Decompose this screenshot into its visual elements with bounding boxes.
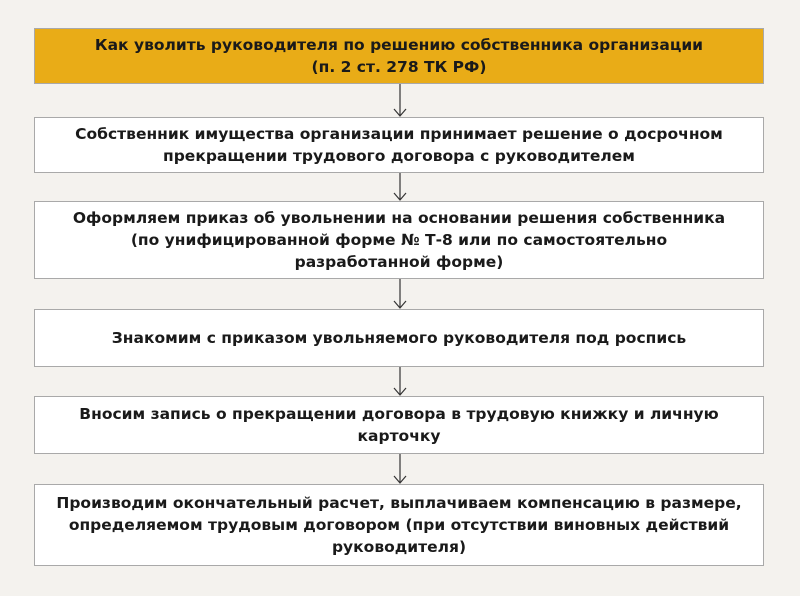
down-arrow-icon: [390, 454, 410, 484]
step-5-line-3: руководителя): [331, 538, 467, 556]
step-3-line-1: Знакомим с приказом увольняемого руководителя под роспись: [111, 329, 687, 347]
step-2-line-2: (по унифицированной форме № Т-8 или по самостоятельно: [130, 231, 668, 249]
down-arrow-icon: [390, 173, 410, 201]
step-2-line-3: разработанной форме): [294, 253, 504, 271]
step-4-line-1: Вносим запись о прекращении договора в трудовую книжку и личную: [79, 405, 719, 423]
step-4-text: [79, 403, 718, 447]
step-3-text: [112, 327, 686, 349]
flowchart-step-4: [34, 396, 764, 454]
down-arrow-icon: [390, 279, 410, 309]
step-1-text: [75, 123, 723, 167]
step-5-line-1: Производим окончательный расчет, выплачиваем компенсацию в размере,: [56, 494, 742, 512]
header-line-1: Как уволить руководителя по решению собственника организации: [94, 36, 704, 54]
step-2-text: [73, 207, 725, 273]
step-5-text: [56, 492, 741, 558]
step-5-line-2: определяемом трудовым договором (при отсутствии виновных действий: [68, 516, 730, 534]
down-arrow-icon: [390, 84, 410, 117]
header-text: [95, 34, 703, 78]
flowchart-step-1: [34, 117, 764, 173]
flowchart-step-5: [34, 484, 764, 566]
down-arrow-icon: [390, 367, 410, 396]
step-1-line-2: прекращении трудового договора с руководителем: [163, 147, 635, 165]
step-4-line-2: карточку: [357, 427, 441, 445]
header-line-2: (п. 2 ст. 278 ТК РФ): [311, 58, 487, 76]
flowchart-header-box: [34, 28, 764, 84]
step-1-line-1: Собственник имущества организации принимает решение о досрочном: [75, 125, 723, 143]
flowchart-step-3: [34, 309, 764, 367]
step-2-line-1: Оформляем приказ об увольнении на основании решения собственника: [72, 209, 726, 227]
flowchart-step-2: [34, 201, 764, 279]
